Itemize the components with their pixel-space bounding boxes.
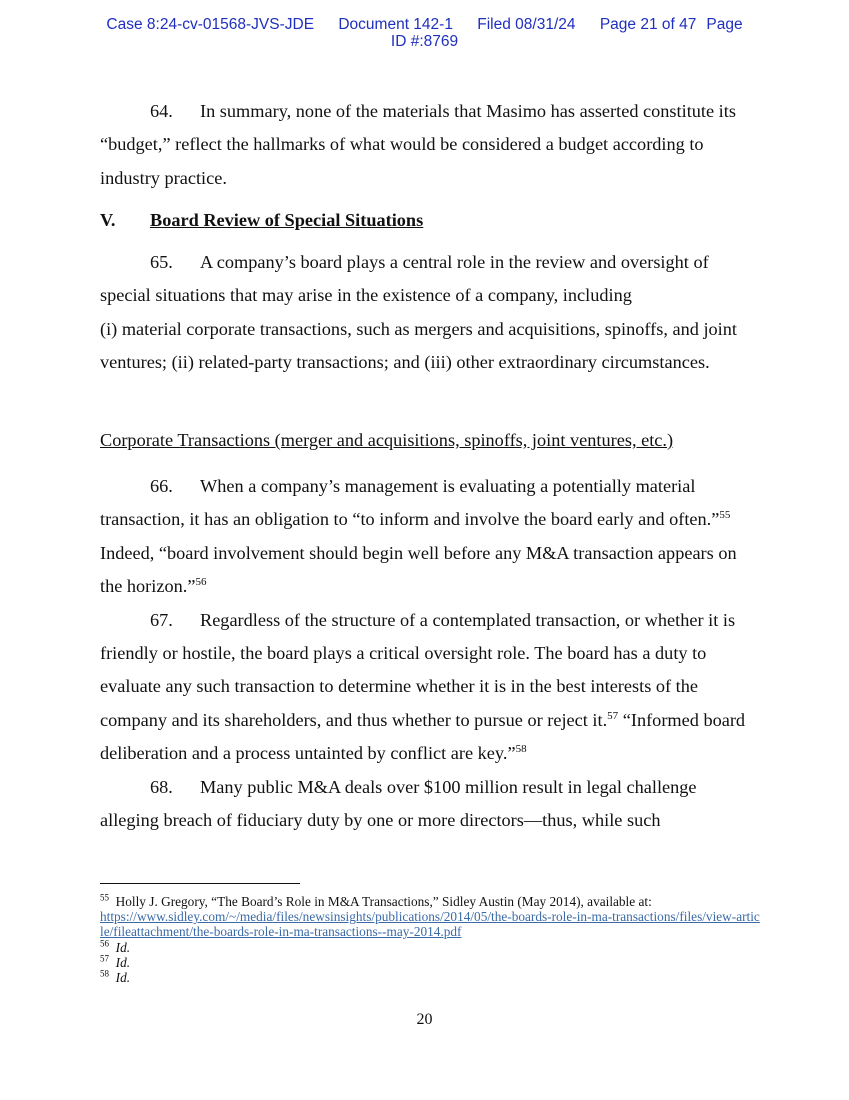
footnotes — [100, 894, 760, 985]
footnote-58 — [100, 970, 760, 985]
paragraph-number: 67. — [150, 609, 173, 630]
header-filed-date: Filed 08/31/24 — [477, 16, 576, 33]
header-page-label: Page — [706, 16, 743, 33]
footnote-56 — [100, 940, 760, 955]
footnote-ref-56[interactable]: 56 — [195, 576, 207, 589]
header-case-number: Case 8:24-cv-01568-JVS-JDE — [106, 16, 315, 33]
footnote-ref-55[interactable]: 55 — [719, 509, 731, 522]
court-filing-header — [0, 16, 849, 50]
paragraph-68 — [100, 771, 750, 838]
body-block-2 — [100, 246, 750, 380]
body-block-3 — [100, 470, 750, 837]
paragraph-text: Indeed, “board involvement should begin well before any M&A transaction appears on the horizon.” — [100, 542, 737, 597]
header-line-1 — [0, 16, 849, 33]
paragraph-text: Many public M&A deals over $100 million result in legal challenge alleging breach of fiduciary duty by one or more directors—thus, while such — [100, 776, 697, 831]
paragraph-number: 64. — [150, 101, 173, 121]
paragraph-number: 65. — [150, 252, 173, 272]
header-page-of: Page 21 of 47 — [599, 16, 697, 33]
footnote-57 — [100, 955, 760, 970]
section-number: V. — [100, 210, 116, 230]
paragraph-text: A company’s board plays a central role in the review and oversight of special situations that may arise in the existence of a company, including — [100, 252, 709, 306]
subheading-corporate-transactions: Corporate Transactions (merger and acquisitions, spinoffs, joint ventures, etc.) — [100, 430, 674, 450]
footnote-number: 55 — [100, 892, 109, 903]
paragraph-66 — [100, 470, 750, 604]
page-number: 20 — [416, 1011, 433, 1028]
footnote-link[interactable]: https://www.sidley.com/~/media/files/newsinsights/publications/2014/05/the-boards-role-in-ma-transactions/files/view-article/fileattachment/the-boards-role-in-ma-transactions--may-2014.pdf — [100, 909, 760, 940]
footnote-text: Id. — [115, 970, 131, 986]
section-heading-v — [100, 204, 750, 237]
subheading-block — [100, 424, 750, 457]
paragraph-65-continued: (i) material corporate transactions, such as mergers and acquisitions, spinoffs, and joint ventures; (ii) related-party transactions; and (iii) other extraordinary circumstances. — [100, 318, 737, 373]
section-title: Board Review of Special Situations — [150, 210, 424, 230]
footnote-text: Id. — [115, 954, 131, 970]
paragraph-text: When a company’s management is evaluating a potentially material transaction, it has an obligation to “to inform and involve the board early and often.” — [100, 476, 720, 530]
footnote-text: Id. — [115, 939, 131, 955]
paragraph-number: 66. — [150, 476, 173, 496]
paragraph-text: In summary, none of the materials that Masimo has asserted constitute its “budget,” reflect the hallmarks of what would be considered a budget according to industry practice. — [100, 101, 736, 188]
footnote-text: Holly J. Gregory, “The Board’s Role in M&A Transactions,” Sidley Austin (May 2014), available at: — [115, 894, 652, 909]
paragraph-number: 68. — [150, 776, 173, 797]
footnote-number: 56 — [100, 938, 109, 949]
footnote-divider — [100, 883, 300, 884]
paragraph-text: Regardless of the structure of a contemplated transaction, or whether it is friendly or hostile, the board plays a critical oversight role. The board has a duty to evaluate any such transaction to determine whether it is in the best interests of the company and its shareholders, and thus whether to pursue or reject it. — [100, 609, 736, 730]
paragraph-67 — [100, 604, 750, 771]
paragraph-64 — [100, 95, 750, 195]
footnote-ref-58[interactable]: 58 — [515, 743, 527, 756]
header-document-number: Document 142-1 — [338, 16, 453, 33]
header-page-id: ID #:8769 — [390, 33, 459, 50]
footnote-ref-57[interactable]: 57 — [607, 709, 619, 722]
body-block-1 — [100, 95, 750, 195]
paragraph-text: “Informed board deliberation and a process untainted by conflict are key.” — [100, 709, 746, 764]
footnote-number: 57 — [100, 953, 109, 964]
footnote-number: 58 — [100, 968, 109, 979]
paragraph-65 — [100, 246, 750, 313]
footnote-55 — [100, 894, 760, 940]
